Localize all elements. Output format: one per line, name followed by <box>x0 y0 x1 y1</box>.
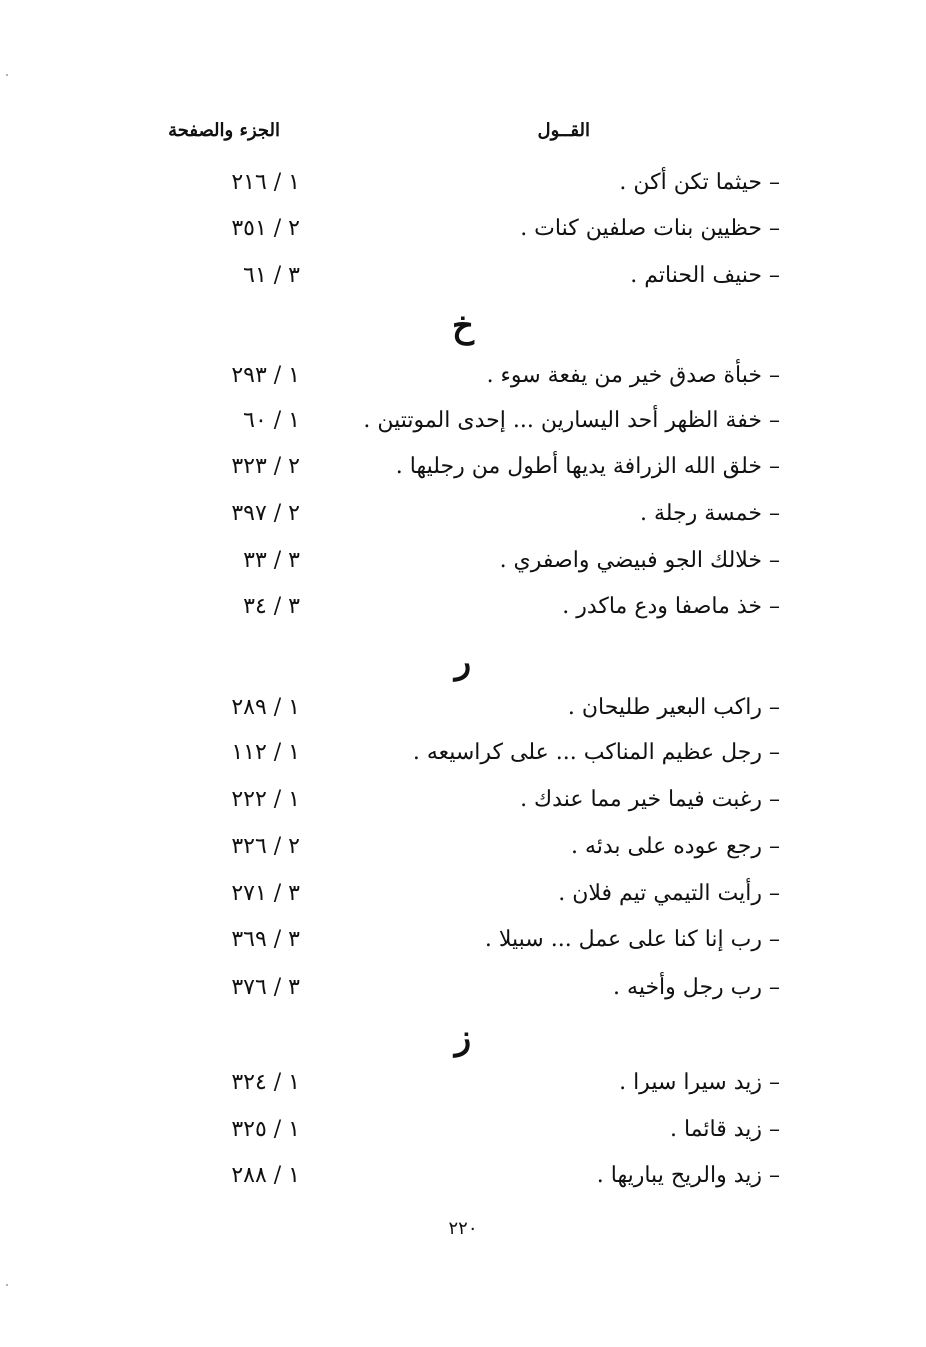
section-letter-heading: ز <box>454 1018 472 1058</box>
volume-page-ref: ١ / ٢٢٢ <box>231 787 300 812</box>
saying-text: – حنيف الحناتم . <box>630 263 780 288</box>
entry-row <box>0 874 926 914</box>
saying-text: – خفة الظهر أحد اليسارين ... إحدى الموتتين . <box>363 408 780 433</box>
entry-row <box>0 356 926 396</box>
entry-row <box>0 209 926 249</box>
section-letter-heading: خ <box>452 306 474 346</box>
entry-row <box>0 541 926 581</box>
saying-text: – حظيين بنات صلفين كنات . <box>520 216 780 241</box>
entry-row <box>0 163 926 203</box>
saying-text: – خلالك الجو فبيضي واصفري . <box>499 548 780 573</box>
volume-page-ref: ٢ / ٣٢٣ <box>231 454 300 479</box>
saying-text: – خذ ماصفا ودع ماكدر . <box>562 594 780 619</box>
section-letter-heading: ر <box>454 642 472 682</box>
column-header-reference: الجزء والصفحة <box>168 120 280 141</box>
saying-text: – خمسة رجلة . <box>639 501 780 526</box>
saying-text: – راكب البعير طليحان . <box>567 695 780 720</box>
entry-row <box>0 827 926 867</box>
saying-text: – زيد سيرا سيرا . <box>619 1070 780 1095</box>
entry-row <box>0 920 926 960</box>
volume-page-ref: ١ / ٢٩٣ <box>231 363 300 388</box>
volume-page-ref: ٣ / ٣٤ <box>243 594 300 619</box>
entry-row <box>0 256 926 296</box>
page-number: ٢٢٠ <box>448 1218 478 1239</box>
volume-page-ref: ١ / ٢٨٩ <box>231 695 300 720</box>
volume-page-ref: ٣ / ٢٧١ <box>231 881 300 906</box>
volume-page-ref: ٣ / ٣٧٦ <box>231 975 300 1000</box>
volume-page-ref: ٣ / ٣٦٩ <box>231 927 300 952</box>
saying-text: – زيد قائما . <box>669 1117 780 1142</box>
entry-row <box>0 1063 926 1103</box>
saying-text: – رغبت فيما خير مما عندك . <box>520 787 780 812</box>
saying-text: – حيثما تكن أكن . <box>619 170 780 195</box>
volume-page-ref: ٣ / ٦١ <box>243 263 300 288</box>
volume-page-ref: ٢ / ٣٢٦ <box>231 834 300 859</box>
entry-row <box>0 447 926 487</box>
saying-text: – رب إنا كنا على عمل ... سبيلا . <box>484 927 780 952</box>
volume-page-ref: ١ / ٣٢٥ <box>231 1117 300 1142</box>
volume-page-ref: ٣ / ٣٣ <box>243 548 300 573</box>
saying-text: – رجع عوده على بدئه . <box>570 834 780 859</box>
volume-page-ref: ٢ / ٣٩٧ <box>231 501 300 526</box>
saying-text: – رب رجل وأخيه . <box>613 975 780 1000</box>
volume-page-ref: ١ / ٢٨٨ <box>231 1163 300 1188</box>
scan-speck <box>6 1284 8 1286</box>
saying-text: – خلق الله الزرافة يديها أطول من رجليها . <box>395 454 780 479</box>
entry-row <box>0 587 926 627</box>
entry-row <box>0 780 926 820</box>
entry-row <box>0 401 926 441</box>
entry-row <box>0 733 926 773</box>
saying-text: – زيد والريح يباريها . <box>596 1163 780 1188</box>
entry-row <box>0 1110 926 1150</box>
volume-page-ref: ١ / ٢١٦ <box>231 170 300 195</box>
volume-page-ref: ١ / ١١٢ <box>231 740 300 765</box>
saying-text: – رأيت التيمي تيم فلان . <box>558 881 780 906</box>
entry-row <box>0 688 926 728</box>
volume-page-ref: ٢ / ٣٥١ <box>231 216 300 241</box>
entry-row <box>0 1156 926 1196</box>
entry-row <box>0 494 926 534</box>
saying-text: – رجل عظيم المناكب ... على كراسيعه . <box>412 740 780 765</box>
volume-page-ref: ١ / ٣٢٤ <box>231 1070 300 1095</box>
entry-row <box>0 968 926 1008</box>
scan-speck <box>6 74 8 76</box>
column-header-saying: القــول <box>537 120 590 141</box>
volume-page-ref: ١ / ٦٠ <box>243 408 300 433</box>
saying-text: – خبأة صدق خير من يفعة سوء . <box>486 363 780 388</box>
